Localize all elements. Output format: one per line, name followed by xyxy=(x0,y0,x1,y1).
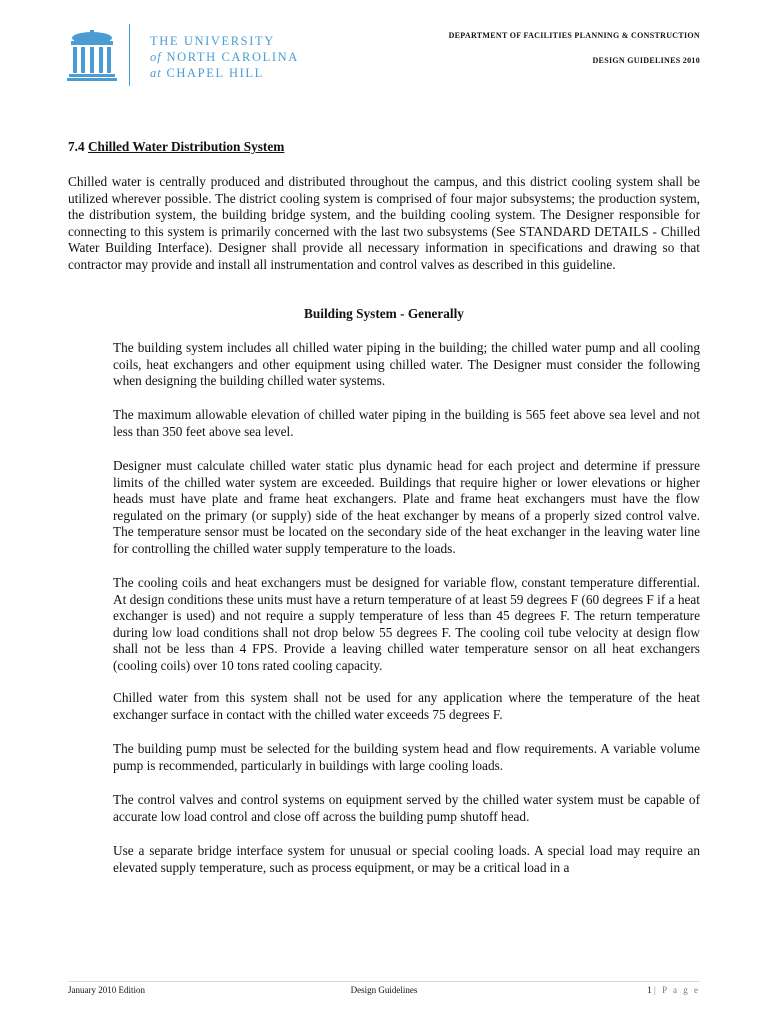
paragraph-2: The maximum allowable elevation of chilled water piping in the building is 565 feet above sea level and not less than 350 feet above sea level. xyxy=(113,407,700,439)
paragraph-8: Use a separate bridge interface system for unusual or special cooling loads. A special load may require an elevated supply temperature, such as process equipment, or may be a critical load in a xyxy=(113,843,700,875)
footer-edition: January 2010 Edition xyxy=(68,985,145,995)
paragraph-7: The control valves and control systems on equipment served by the chilled water system must be capable of accurate low load control and close off across the building pump shutoff head. xyxy=(113,792,700,824)
document-header: DESIGN GUIDELINES 2010 xyxy=(592,56,700,65)
paragraph-6: The building pump must be selected for the building system head and flow requirements. A variable volume pump is recommended, particularly in buildings with large cooling loads. xyxy=(113,741,700,773)
page-number: 1 xyxy=(647,985,652,995)
university-line-1: THE UNIVERSITY xyxy=(150,34,275,48)
intro-block xyxy=(68,174,700,274)
section-number: 7.4 xyxy=(68,139,85,154)
footer-title: Design Guidelines xyxy=(350,985,418,995)
subheading: Building System - Generally xyxy=(304,306,464,321)
university-line-3: at CHAPEL HILL xyxy=(150,66,264,80)
page-label: | P a g e xyxy=(654,985,700,995)
footer-rule xyxy=(68,981,700,982)
section-title: Chilled Water Distribution System xyxy=(87,139,285,154)
old-well-icon xyxy=(66,30,118,82)
logo-divider xyxy=(129,24,130,86)
department-header: DEPARTMENT OF FACILITIES PLANNING & CONSTRUCTION xyxy=(448,31,700,40)
paragraph-1: The building system includes all chilled water piping in the building; the chilled water pump and all cooling coils, heat exchangers and other equipment using chilled water. The Designer must consider the following when designing the building chilled water systems. xyxy=(113,340,700,389)
paragraph-3: Designer must calculate chilled water static plus dynamic head for each project and determine if pressure limits of the chilled water system are exceeded. Buildings that require higher or lower elevations or higher heads must have plate and frame heat exchangers. Plate and frame heat exchangers must have the flow regulated on the primary (or supply) side of the heat exchanger by means of a properly sized control valve. The temperature sensor must be located on the secondary side of the heat exchanger in the leaving water line for controlling the chilled water supply temperature to the loads. xyxy=(113,458,700,556)
university-line-2: of NORTH CAROLINA xyxy=(150,50,299,64)
paragraph-5: Chilled water from this system shall not be used for any application where the temperature of the heat exchanger surface in contact with the chilled water exceeds 75 degrees F. xyxy=(113,690,700,722)
section-heading xyxy=(68,139,284,155)
footer-page xyxy=(647,985,700,995)
university-wordmark xyxy=(150,33,299,81)
paragraph-4: The cooling coils and heat exchangers must be designed for variable flow, constant temperature differential. At design conditions these units must have a return temperature of at least 59 degrees F (60 degrees F if a heat exchanger is used) and not require a supply temperature of less than 45 degrees F. The return temperature during low load conditions shall not drop below 55 degrees F. The cooling coil tube velocity at design flow shall not be less than 4 FPS. Provide a leaving chilled water temperature sensor on all heat exchangers (cooling coils) over 10 tons rated cooling capacity. xyxy=(113,575,700,673)
intro-paragraph: Chilled water is centrally produced and distributed throughout the campus, and this district cooling system shall be utilized wherever possible. The district cooling system is comprised of four major subsystems; the production system, the distribution system, the building bridge system, and the building cooling system. The Designer responsible for connecting to this system is primarily concerned with the last two subsystems (See STANDARD DETAILS - Chilled Water Building Interface). Designer shall provide all necessary information in specifications and drawing so that contractor may provide and install all instrumentation and control valves as described in this guideline. xyxy=(68,174,700,272)
